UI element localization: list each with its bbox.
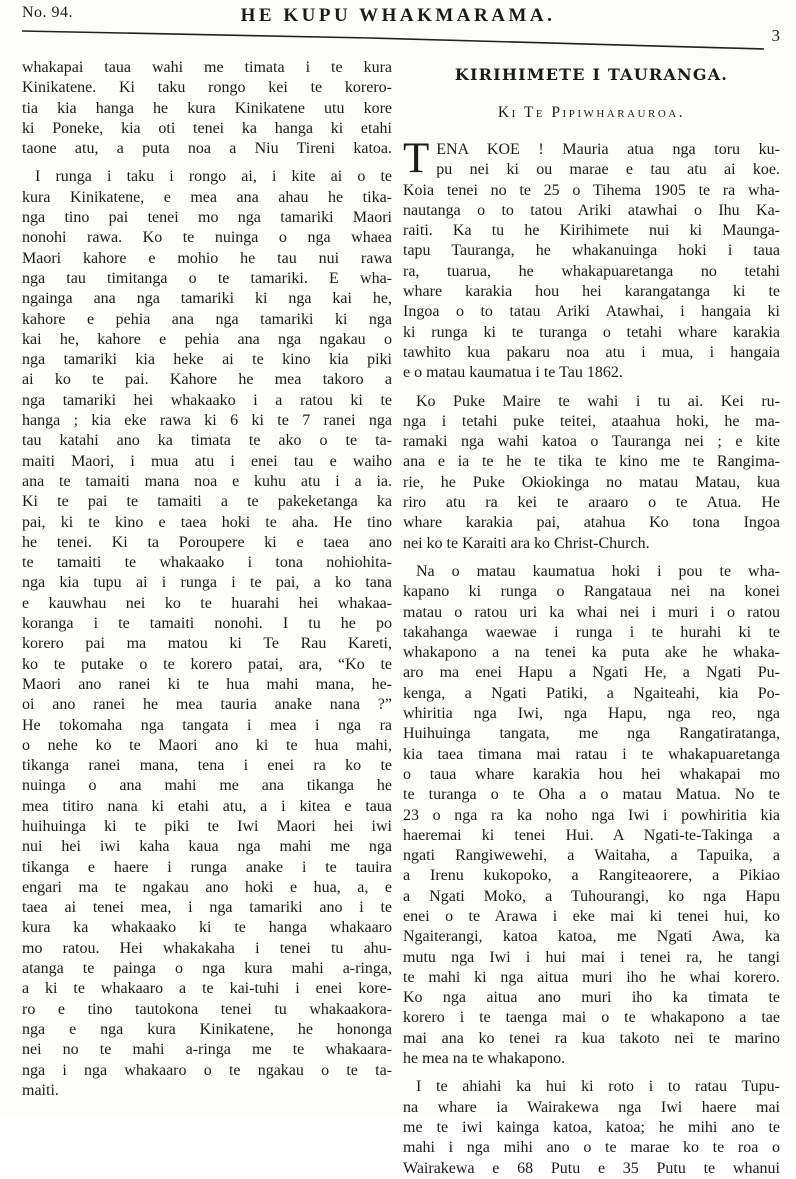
text-line: whare karakia hou hei karangatanga ki te [403,283,780,301]
text-line: huihuinga ki te piki te Iwi Maori hei iwi [22,817,392,835]
text-line: Ingoa o to tatau Ariki Atawhai, i hangaia ki [403,303,780,321]
text-line: Ngaiterangi, katoa katoa, me Ngati Awa, ka [403,928,780,946]
text-line: te turanga o te Oha a o matau Matua. No te [403,786,780,804]
text-line: oi ano ranei he mea tauria anake nana ?” [22,696,392,714]
text-line: tikanga e haere i runga anake i te tauira [22,858,392,876]
text-line: nga i tetahi puke teitei, ataahua hoki, he ma- [403,412,780,430]
text-line: matau o ratou uri ka whai nei i muri i o ratou [403,603,780,621]
text-line: ana e ia te he te tika te kino me te Rangima- [403,453,780,471]
text-line: na whare ia Wairakewa nga Iwi haere mai [403,1098,780,1116]
text-line: he tenei. Ki ta Poroupere ki e taea ano [22,533,392,551]
text-line: ki Poneke, kia oti tenei ka hanga ki etahi [22,119,392,137]
text-line: kapano ki runga o Rangataua nei na konei [403,583,780,601]
text-line: hanga ; kia eke rawa ki 6 ki te 7 ranei nga [22,412,392,430]
text-line: kia taea timana mai ratau i te whakapuaretanga [403,745,780,763]
page-header [0,0,796,56]
text-line: taone atu, a puta noa a Niu Tireni katoa. [22,140,392,158]
text-line: kura ka whakaako ki te hanga whakaaro [22,919,392,937]
text-line: nga e nga kura Kinikatene, he hononga [22,1020,392,1038]
text-line: nga tamariki hei whakaako i a ratou ki te [22,391,392,409]
text-line: ra, tuarua, he whakapuaretanga no tetahi [403,262,780,280]
text-line: mai ana ko tenei ra kua takoto nei te marino [403,1029,780,1047]
text-line: pu nei ki ou marae e tau atu ai koe. [436,161,780,179]
text-line: tau katahi ano ka timata te ako o te ta- [22,432,392,450]
text-line: ENA KOE ! Mauria atua nga toru ku- [436,141,780,158]
text-line: e o matau kaumatua i te Tau 1862. [403,364,623,382]
text-line: taea ai tenei mea, i nga tamariki ano i te [22,899,392,917]
text-line: ai ko te pai. Kahore he mea takoro a [22,371,392,389]
paragraph [403,562,780,1069]
article-heading: KIRIHIMETE I TAURANGA. [454,65,729,84]
text-line: kenga, a Ngati Patiki, a Ngaiteahi, kia Po- [403,684,780,702]
text-line: koranga i te tamaiti nonohi. I tu he po [22,615,392,633]
text-line: whakapai taua wahi me timata i te kura [22,59,392,76]
text-line: ngati Rangiwewehi, a Waitaha, a Tapuika, a [403,847,780,865]
text-line: o taua whare karakia hou hei whakapai mo [403,765,780,783]
text-line: rie, he Puke Okiokinga no matau Matau, kua [403,473,780,491]
text-line: whiritia nga Iwi, nga Hapu, nga reo, nga [403,705,780,723]
text-line: I te ahiahi ka hui ki roto i to ratau Tupu- [416,1078,780,1096]
text-line: engari ma te ngakau ano hoki e hua, a, e [22,878,392,896]
text-line: maiti Maori, i mua atu i enei tau e waiho [22,452,392,470]
text-line: nonohi rawa. Ko te nuinga o nga whaea [22,229,392,247]
text-line: enei o te Arawa i eke mai ki tenei hui, ko [403,907,780,925]
text-line: korero i te taenga mai o te whakapono a tae [403,1009,780,1027]
text-line: a ki te whakaaro a te kai-tuhi i enei kore- [22,980,392,998]
text-line: tikanga ranei mana, tena i enei ra ko te [22,757,392,775]
text-line: kahore e pehia ana nga tamariki ki nga [22,310,392,328]
text-line: raiti. Ka tu he Kirihimete nui ki Maunga- [403,222,780,240]
right-column-body [403,135,780,1179]
text-line: he mea na te whakapono. [403,1050,566,1068]
text-line: Na o matau kaumatua hoki i pou te wha- [416,562,780,580]
text-line: ngainga ana nga tamariki ki nga kai he, [22,290,392,308]
issue-number: No. 94. [22,4,74,21]
text-line: ana te tamaiti mana noa e kuhu atu i a ia. [22,472,392,490]
text-line: He tokomaha nga tangata i mea i nga ra [22,716,392,734]
text-line: mo ratou. Hei whakakaha i tenei tu ahu- [22,939,392,957]
text-line: te tamaiti te whakaako i tona nohiohita- [22,554,392,572]
text-line: tawhito kua pakaru noa atu i mua, i hangaia [403,343,780,361]
paragraph [22,167,392,1101]
text-line: a Ngati Moko, a Tuhourangi, ko nga Hapu [403,887,780,905]
text-line: me te iwi kainga katoa, katoa; he mihi ano te [403,1118,780,1136]
text-line: Ko nga aitua ano muri iho ka timata te [403,989,780,1007]
text-line: mahi i nga mihi ano o te marae ko te roa o [403,1139,780,1157]
text-line: atanga te painga o nga kura mahi a-ringa, [22,960,392,978]
text-line: nui hei iwi kaha kaua nga mahi me nga [22,838,392,856]
text-line: aro ma enei Hapu a Ngati He, a Ngati Pu- [403,664,780,682]
text-line: nei no te mahi a-ringa me te whakaara- [22,1041,392,1059]
text-line: e kauwhau nei ko te huarahi hei whakaa- [22,594,392,612]
text-line: nga tino pai tenei mo nga tamariki Maori [22,209,392,227]
paragraph [403,392,780,554]
text-line: Ko Puke Maire te wahi i tu ai. Kei ru- [416,392,780,410]
text-line: tapu Tauranga, he whakanuinga hoki i taua [403,242,780,260]
text-line: haeremai ki tenei Hui. A Ngati-te-Takinga a [403,826,780,844]
text-line: 23 o nga ra ka noho nga Iwi i powhiritia kia [403,806,780,824]
text-line: kai he, kahore e pehia ana nga ngakau o [22,330,392,348]
text-line: I runga i taku i rongo ai, i kite ai o te [35,168,392,186]
text-line: whare karakia pai, atahua Ko tona Ingoa [403,514,780,532]
text-line: Maori ano ranei ki te hua mahi mana, he- [22,675,392,693]
text-line: pai, ki te kino e taea hoki te aha. He tino [22,513,392,531]
text-line: maiti. [22,1081,59,1099]
text-line: nga kia tupu ai i runga i te pai, a ko tana [22,574,392,592]
paragraph [22,58,392,159]
text-line: te mahi ki nga aitua muri iho he whai korero. [403,968,780,986]
text-line: Maori kahore e mohio he tau nui rawa [22,249,392,267]
content-columns [0,56,796,1179]
text-line: nga tau timitanga o te tamariki. E wha- [22,269,392,287]
text-line: Koia tenei no te 25 o Tihema 1905 te ra wha- [403,181,780,199]
text-line: Kinikatene. Ki taku rongo kei te korero- [22,79,392,97]
text-line: nga i nga whakaaro o te ngakau o te ta- [22,1061,392,1079]
text-line: kura Kinikatene, e mea ana ahau he tika- [22,188,392,206]
page-number: 3 [771,26,780,45]
text-line: Huihuinga tangata, me nga Rangatiratanga, [403,725,780,743]
paragraph [403,1077,780,1178]
text-line: ramaki nga wahi katoa o Tauranga nei ; e kite [403,433,780,451]
text-line: nga tamariki kia heke ai te kino kia piki [22,351,392,369]
text-line: nautanga o to tatou Ariki atawhai o Ihu Ka- [403,201,780,219]
text-line: takahanga waewae i runga i te hurahi ki te [403,623,780,641]
article-subheading: Ki Te Pipiwharauroa. [497,104,686,121]
right-column [403,56,780,1179]
text-line: mea titiro nana ki etahi atu, a i kitea e taua [22,797,392,815]
text-line: tia kia hanga he kura Kinikatene utu kore [22,99,392,117]
dropcap-letter: T [403,135,430,182]
text-line: Wairakewa e 68 Putu e 35 Putu te whanui [403,1159,780,1177]
text-line: nuinga o ana mahi me ana tikanga he [22,777,392,795]
text-line: ro e tino tautokona tenei tu whakaakora- [22,1000,392,1018]
text-line: nei ko te Karaiti ara ko Christ-Church. [403,534,650,552]
text-line: ko te putake o te korero patai, ara, “Ko te [22,655,392,673]
text-line: o nehe ko te Maori ano ki te hua mahi, [22,736,392,754]
text-line: ki runga ki te turanga o tetahi whare karakia [403,323,780,341]
masthead-title: HE KUPU WHAKMARAMA. [240,5,556,26]
text-line: a Irenu kukopoko, a Rangiteaorere, a Pikiao [403,867,780,885]
text-line: mutu nga Iwi i hui mai i tenei ra, he tangi [403,948,780,966]
text-line: Ki te pai te tamaiti a te pakeketanga ka [22,493,392,511]
left-column [22,56,392,1179]
paragraph [403,135,780,384]
text-line: korero pai ma matou ki Te Rau Kareti, [22,635,392,653]
text-line: whakapono a na tenei ka puta ake he whaka- [403,644,780,662]
text-line: riro atu ra kei te araaro o te Atua. He [403,494,780,512]
